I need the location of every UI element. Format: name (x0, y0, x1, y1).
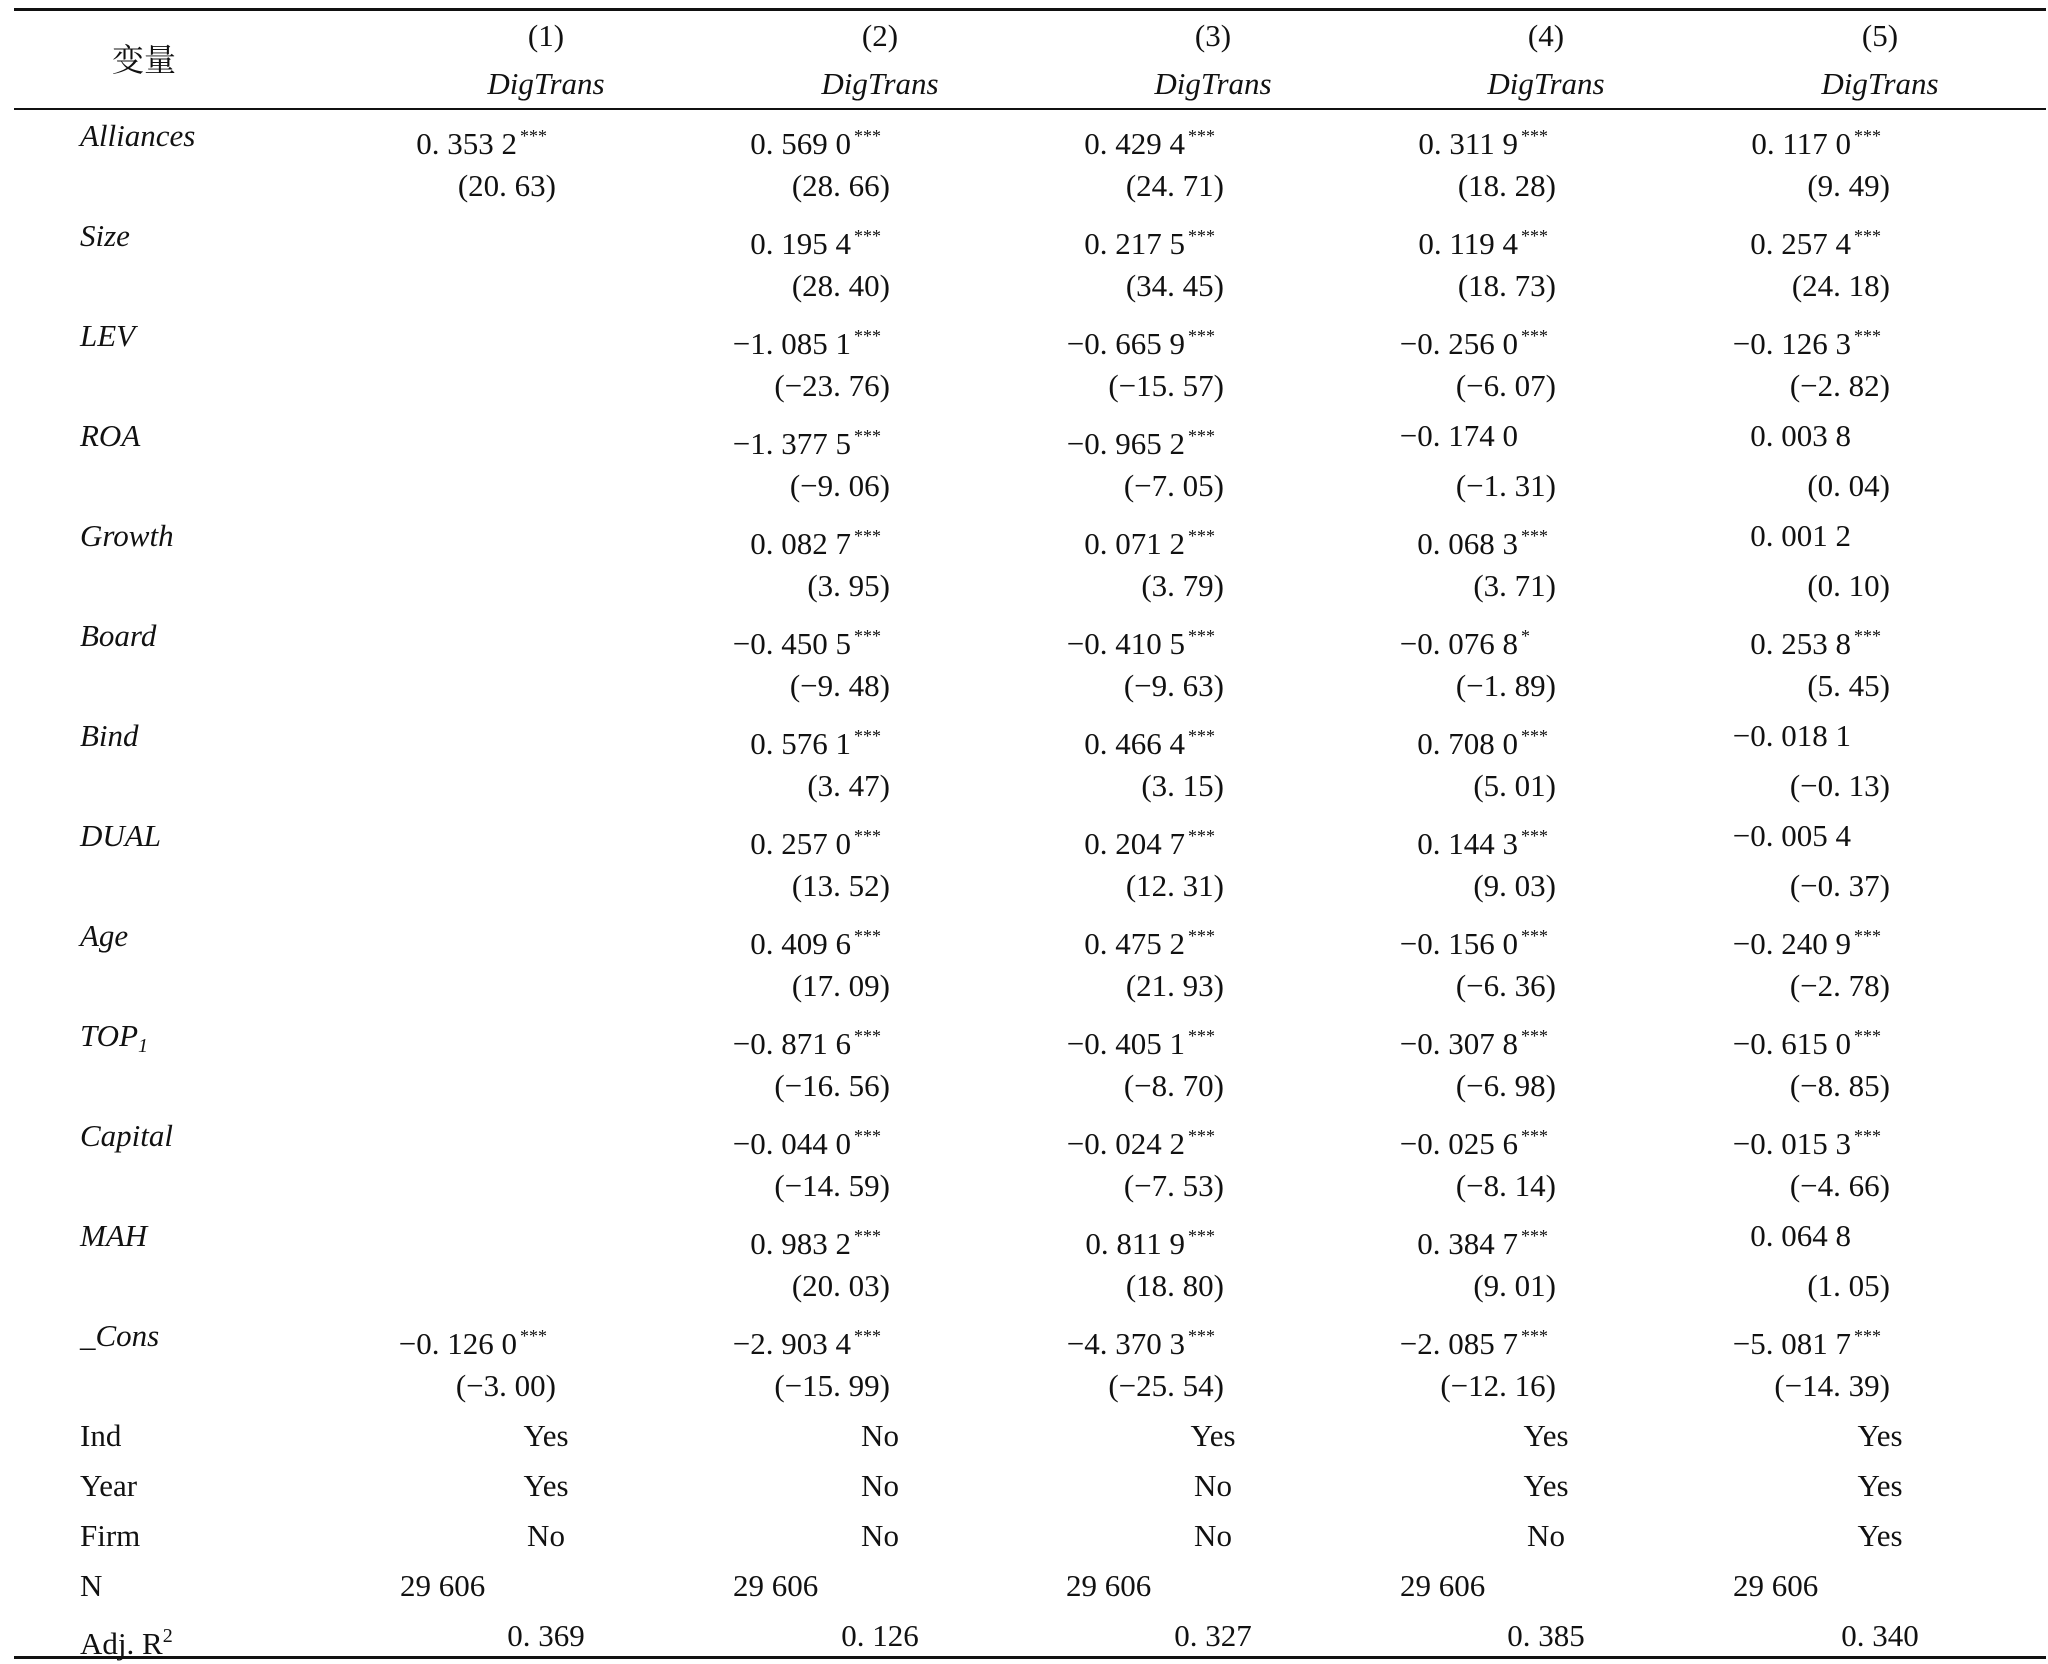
table-bottom-rule (14, 1656, 2046, 1659)
coefficient-cell (1084, 118, 1226, 162)
coefficient-cell (750, 718, 892, 762)
coefficient-cell (1750, 218, 1892, 262)
control-value: No (1194, 1468, 1232, 1503)
coefficient-cell (1733, 1318, 1892, 1362)
t-statistic: (−8. 70) (1123, 1068, 1224, 1103)
variable-name-text: Growth (80, 518, 174, 553)
coefficient-value: 0. 409 6 (750, 926, 851, 961)
coefficient-cell (750, 118, 892, 162)
control-value: No (1527, 1518, 1565, 1553)
significance-stars: *** (1188, 826, 1215, 846)
coefficient-cell (1418, 218, 1559, 262)
t-statistic: (−7. 53) (1123, 1168, 1224, 1203)
variable-header: 变量 (112, 41, 177, 79)
coefficient-cell (1417, 718, 1559, 762)
adj-r2-label (80, 1618, 173, 1662)
coefficient-cell (733, 1118, 892, 1162)
coefficient-value: 0. 195 4 (750, 226, 851, 261)
coefficient-cell (1067, 418, 1226, 462)
coefficient-cell (1750, 1218, 1892, 1254)
coefficient-cell (733, 1318, 892, 1362)
variable-name (80, 1218, 147, 1254)
observations-value: 29 606 (400, 1568, 486, 1603)
coefficient-value: 0. 119 4 (1418, 226, 1518, 261)
significance-stars: *** (854, 1226, 881, 1246)
control-name: Year (80, 1468, 138, 1503)
observations-value: 29 606 (1066, 1568, 1152, 1603)
significance-stars: * (1521, 626, 1530, 646)
variable-name (80, 918, 128, 954)
t-statistic: (−6. 36) (1455, 968, 1556, 1003)
t-statistic: (9. 01) (1473, 1268, 1556, 1303)
coefficient-cell (1400, 918, 1559, 962)
significance-stars: *** (854, 426, 881, 446)
variable-name-text: Bind (80, 718, 139, 753)
control-value: Yes (1523, 1468, 1569, 1503)
coefficient-cell (1067, 318, 1226, 362)
coefficient-cell (1733, 918, 1892, 962)
coefficient-cell (750, 918, 892, 962)
adj-r2-value: 0. 385 (1507, 1618, 1585, 1653)
coefficient-cell (1417, 818, 1559, 862)
coefficient-value: −0. 015 3 (1732, 1126, 1851, 1161)
significance-stars: *** (1521, 1226, 1548, 1246)
coefficient-value: 0. 353 2 (416, 126, 517, 161)
coefficient-value: −0. 615 0 (1732, 1026, 1851, 1061)
variable-name (80, 218, 130, 254)
significance-stars: *** (1854, 1326, 1881, 1346)
coefficient-cell (1400, 1018, 1559, 1062)
coefficient-value: −0. 965 2 (1066, 426, 1185, 461)
significance-stars: *** (1188, 1026, 1215, 1046)
t-statistic: (3. 47) (807, 768, 890, 803)
coefficient-cell (750, 518, 892, 562)
significance-stars: *** (854, 326, 881, 346)
adj-r2-value: 0. 327 (1174, 1618, 1252, 1653)
coefficient-cell (1067, 1118, 1226, 1162)
t-statistic: (−9. 48) (789, 668, 890, 703)
significance-stars: *** (1188, 1226, 1215, 1246)
control-value: No (861, 1518, 899, 1553)
significance-stars: *** (1521, 926, 1548, 946)
control-value: Yes (523, 1468, 569, 1503)
significance-stars: *** (1188, 426, 1215, 446)
variable-name-text: TOP (80, 1018, 139, 1053)
significance-stars: *** (1521, 226, 1548, 246)
t-statistic: (−12. 16) (1440, 1368, 1556, 1403)
significance-stars: *** (854, 726, 881, 746)
significance-stars: *** (1521, 726, 1548, 746)
control-value: No (527, 1518, 565, 1553)
t-statistic: (−14. 39) (1774, 1368, 1890, 1403)
coefficient-value: 0. 811 9 (1085, 1226, 1185, 1261)
coefficient-value: 0. 466 4 (1084, 726, 1185, 761)
coefficient-value: −0. 025 6 (1399, 1126, 1518, 1161)
coefficient-cell (1418, 118, 1559, 162)
adj-r2-label-text: Adj. R (80, 1626, 163, 1661)
column-dependent-var-4: DigTrans (1487, 66, 1605, 101)
significance-stars: *** (1188, 626, 1215, 646)
coefficient-value: 0. 144 3 (1417, 826, 1518, 861)
t-statistic: (28. 40) (791, 268, 890, 303)
coefficient-value: 0. 708 0 (1417, 726, 1518, 761)
coefficient-value: −0. 450 5 (732, 626, 851, 661)
variable-name (80, 418, 140, 454)
significance-stars: *** (1521, 526, 1548, 546)
variable-name-text: Age (80, 918, 129, 953)
coefficient-value: 0. 983 2 (750, 1226, 851, 1261)
t-statistic: (−16. 56) (774, 1068, 890, 1103)
coefficient-cell (1733, 818, 1892, 854)
table-top-rule (14, 8, 2046, 11)
t-statistic: (−7. 05) (1123, 468, 1224, 503)
variable-name (80, 1118, 173, 1154)
variable-name-text: LEV (80, 318, 136, 353)
variable-name-text: _Cons (80, 1318, 160, 1353)
t-statistic: (18. 80) (1125, 1268, 1224, 1303)
t-statistic: (12. 31) (1125, 868, 1224, 903)
t-statistic: (3. 71) (1473, 568, 1556, 603)
significance-stars: *** (1188, 1126, 1215, 1146)
variable-name-text: Alliances (80, 118, 196, 153)
t-statistic: (3. 15) (1141, 768, 1224, 803)
coefficient-cell (1733, 718, 1892, 754)
coefficient-value: −2. 085 7 (1399, 1326, 1518, 1361)
coefficient-value: −0. 126 0 (398, 1326, 517, 1361)
coefficient-cell (733, 618, 892, 662)
coefficient-value: 0. 217 5 (1084, 226, 1185, 261)
t-statistic: (−6. 98) (1455, 1068, 1556, 1103)
coefficient-cell (1751, 118, 1892, 162)
significance-stars: *** (1521, 1326, 1548, 1346)
variable-name (80, 1018, 148, 1064)
variable-name (80, 618, 156, 654)
coefficient-cell (733, 418, 892, 462)
significance-stars: *** (854, 226, 881, 246)
coefficient-value: −1. 085 1 (732, 326, 851, 361)
coefficient-value: 0. 384 7 (1417, 1226, 1518, 1261)
column-number-4: (4) (1527, 18, 1565, 53)
coefficient-value: 0. 257 0 (750, 826, 851, 861)
observations-value: 29 606 (733, 1568, 819, 1603)
coefficient-value: −0. 871 6 (732, 1026, 851, 1061)
variable-name (80, 518, 174, 554)
coefficient-cell (1067, 1018, 1226, 1062)
t-statistic: (−0. 13) (1789, 768, 1890, 803)
coefficient-cell (1417, 518, 1559, 562)
significance-stars: *** (1188, 126, 1215, 146)
coefficient-value: −0. 240 9 (1732, 926, 1851, 961)
significance-stars: *** (854, 1126, 881, 1146)
significance-stars: *** (520, 1326, 547, 1346)
control-value: Yes (1523, 1418, 1569, 1453)
coefficient-value: −0. 156 0 (1399, 926, 1518, 961)
significance-stars: *** (854, 526, 881, 546)
significance-stars: *** (854, 826, 881, 846)
control-value: No (861, 1468, 899, 1503)
coefficient-value: 0. 068 3 (1417, 526, 1518, 561)
adj-r2-superscript: 2 (162, 1625, 173, 1647)
t-statistic: (28. 66) (791, 168, 890, 203)
control-value: Yes (1857, 1518, 1903, 1553)
significance-stars: *** (854, 126, 881, 146)
t-statistic: (−23. 76) (774, 368, 890, 403)
coefficient-value: 0. 003 8 (1750, 418, 1851, 453)
control-value: Yes (523, 1418, 569, 1453)
coefficient-cell (1400, 1318, 1559, 1362)
t-statistic: (−0. 37) (1789, 868, 1890, 903)
significance-stars: *** (1854, 226, 1881, 246)
coefficient-value: −0. 005 4 (1732, 818, 1851, 853)
significance-stars: *** (1188, 726, 1215, 746)
coefficient-cell (1750, 618, 1892, 662)
coefficient-value: −0. 410 5 (1066, 626, 1185, 661)
coefficient-value: 0. 253 8 (1750, 626, 1851, 661)
coefficient-cell (1750, 518, 1892, 554)
significance-stars: *** (1188, 226, 1215, 246)
variable-name (80, 818, 161, 854)
coefficient-cell (1400, 1118, 1559, 1162)
variable-name-text: Size (80, 218, 130, 253)
coefficient-cell (1733, 1018, 1892, 1062)
coefficient-value: 0. 257 4 (1750, 226, 1851, 261)
coefficient-value: −0. 665 9 (1066, 326, 1185, 361)
control-value: Yes (1190, 1418, 1236, 1453)
significance-stars: *** (1854, 1126, 1881, 1146)
coefficient-value: 0. 576 1 (750, 726, 851, 761)
coefficient-cell (1733, 318, 1892, 362)
coefficient-cell (750, 218, 892, 262)
coefficient-value: −4. 370 3 (1066, 1326, 1185, 1361)
t-statistic: (−2. 78) (1789, 968, 1890, 1003)
t-statistic: (5. 01) (1473, 768, 1556, 803)
t-statistic: (3. 79) (1141, 568, 1224, 603)
t-statistic: (−25. 54) (1108, 1368, 1224, 1403)
control-value: Yes (1857, 1418, 1903, 1453)
coefficient-cell (1067, 1318, 1226, 1362)
t-statistic: (24. 18) (1791, 268, 1890, 303)
coefficient-cell (1417, 1218, 1559, 1262)
t-statistic: (−3. 00) (455, 1368, 556, 1403)
column-dependent-var-5: DigTrans (1821, 66, 1939, 101)
variable-name-text: ROA (80, 418, 141, 453)
variable-name-text: DUAL (80, 818, 161, 853)
significance-stars: *** (854, 626, 881, 646)
significance-stars: *** (1188, 526, 1215, 546)
coefficient-value: 0. 064 8 (1750, 1218, 1851, 1253)
t-statistic: (−1. 89) (1455, 668, 1556, 703)
t-statistic: (18. 28) (1457, 168, 1556, 203)
coefficient-cell (1400, 318, 1559, 362)
coefficient-value: −0. 018 1 (1732, 718, 1851, 753)
coefficient-value: −1. 377 5 (732, 426, 851, 461)
column-number-3: (3) (1194, 18, 1232, 53)
observations-value: 29 606 (1733, 1568, 1819, 1603)
t-statistic: (−9. 06) (789, 468, 890, 503)
column-dependent-var-3: DigTrans (1154, 66, 1272, 101)
column-dependent-var-1: DigTrans (487, 66, 605, 101)
coefficient-value: −0. 307 8 (1399, 1026, 1518, 1061)
coefficient-value: −0. 174 0 (1399, 418, 1518, 453)
coefficient-cell (1084, 218, 1226, 262)
adj-r2-value: 0. 340 (1841, 1618, 1919, 1653)
coefficient-cell (733, 1018, 892, 1062)
t-statistic: (5. 45) (1807, 668, 1890, 703)
coefficient-value: −0. 076 8 (1399, 626, 1518, 661)
coefficient-value: 0. 204 7 (1084, 826, 1185, 861)
significance-stars: *** (1188, 926, 1215, 946)
column-number-2: (2) (861, 18, 899, 53)
variable-name-text: MAH (80, 1218, 148, 1253)
control-name: Ind (80, 1418, 122, 1453)
significance-stars: *** (1854, 1026, 1881, 1046)
coefficient-value: 0. 569 0 (750, 126, 851, 161)
coefficient-cell (750, 1218, 892, 1262)
coefficient-cell (416, 118, 558, 162)
coefficient-cell (1084, 518, 1226, 562)
control-value: No (861, 1418, 899, 1453)
table-header-rule (14, 108, 2046, 110)
significance-stars: *** (1521, 326, 1548, 346)
coefficient-value: −2. 903 4 (732, 1326, 851, 1361)
coefficient-value: −5. 081 7 (1732, 1326, 1851, 1361)
variable-name (80, 318, 135, 354)
observations-value: 29 606 (1400, 1568, 1486, 1603)
variable-name-text: Board (80, 618, 157, 653)
t-statistic: (−8. 85) (1789, 1068, 1890, 1103)
coefficient-value: 0. 082 7 (750, 526, 851, 561)
t-statistic: (0. 04) (1807, 468, 1890, 503)
t-statistic: (34. 45) (1125, 268, 1224, 303)
t-statistic: (13. 52) (791, 868, 890, 903)
coefficient-cell (750, 818, 892, 862)
significance-stars: *** (1854, 626, 1881, 646)
significance-stars: *** (1188, 1326, 1215, 1346)
coefficient-value: −0. 405 1 (1066, 1026, 1185, 1061)
significance-stars: *** (1188, 326, 1215, 346)
coefficient-cell (399, 1318, 558, 1362)
coefficient-value: −0. 044 0 (732, 1126, 851, 1161)
coefficient-value: 0. 311 9 (1418, 126, 1518, 161)
significance-stars: *** (1854, 126, 1881, 146)
t-statistic: (0. 10) (1807, 568, 1890, 603)
t-statistic: (21. 93) (1125, 968, 1224, 1003)
variable-subscript: 1 (138, 1035, 149, 1057)
coefficient-cell (733, 318, 892, 362)
control-value: Yes (1857, 1468, 1903, 1503)
coefficient-value: −0. 024 2 (1066, 1126, 1185, 1161)
coefficient-value: −0. 256 0 (1399, 326, 1518, 361)
t-statistic: (−1. 31) (1455, 468, 1556, 503)
coefficient-value: 0. 001 2 (1750, 518, 1851, 553)
significance-stars: *** (854, 926, 881, 946)
t-statistic: (−4. 66) (1789, 1168, 1890, 1203)
t-statistic: (−15. 57) (1108, 368, 1224, 403)
adj-r2-value: 0. 126 (841, 1618, 919, 1653)
t-statistic: (1. 05) (1807, 1268, 1890, 1303)
t-statistic: (−15. 99) (774, 1368, 890, 1403)
significance-stars: *** (1854, 926, 1881, 946)
t-statistic: (9. 03) (1473, 868, 1556, 903)
control-name: Firm (80, 1518, 141, 1553)
coefficient-cell (1750, 418, 1892, 454)
coefficient-value: 0. 117 0 (1751, 126, 1851, 161)
t-statistic: (−6. 07) (1455, 368, 1556, 403)
t-statistic: (20. 63) (457, 168, 556, 203)
coefficient-cell (1733, 1118, 1892, 1162)
t-statistic: (3. 95) (807, 568, 890, 603)
significance-stars: *** (520, 126, 547, 146)
significance-stars: *** (1854, 326, 1881, 346)
significance-stars: *** (1521, 1026, 1548, 1046)
coefficient-value: −0. 126 3 (1732, 326, 1851, 361)
significance-stars: *** (1521, 1126, 1548, 1146)
significance-stars: *** (854, 1326, 881, 1346)
coefficient-cell (1400, 418, 1559, 454)
coefficient-cell (1067, 618, 1226, 662)
column-dependent-var-2: DigTrans (821, 66, 939, 101)
t-statistic: (9. 49) (1807, 168, 1890, 203)
column-number-1: (1) (527, 18, 565, 53)
control-value: No (1194, 1518, 1232, 1553)
coefficient-cell (1084, 818, 1226, 862)
t-statistic: (−14. 59) (774, 1168, 890, 1203)
coefficient-cell (1085, 1218, 1226, 1262)
significance-stars: *** (1521, 126, 1548, 146)
t-statistic: (−8. 14) (1455, 1168, 1556, 1203)
variable-name (80, 1318, 159, 1354)
variable-name (80, 118, 195, 154)
significance-stars: *** (854, 1026, 881, 1046)
coefficient-value: 0. 071 2 (1084, 526, 1185, 561)
coefficient-cell (1084, 918, 1226, 962)
coefficient-value: 0. 429 4 (1084, 126, 1185, 161)
column-number-5: (5) (1861, 18, 1899, 53)
t-statistic: (−9. 63) (1123, 668, 1224, 703)
t-statistic: (24. 71) (1125, 168, 1224, 203)
t-statistic: (17. 09) (791, 968, 890, 1003)
coefficient-cell (1084, 718, 1226, 762)
coefficient-value: 0. 475 2 (1084, 926, 1185, 961)
t-statistic: (18. 73) (1457, 268, 1556, 303)
variable-name (80, 718, 139, 754)
t-statistic: (−2. 82) (1789, 368, 1890, 403)
significance-stars: *** (1521, 826, 1548, 846)
adj-r2-value: 0. 369 (507, 1618, 585, 1653)
variable-name-text: Capital (80, 1118, 174, 1153)
coefficient-cell (1400, 618, 1559, 662)
t-statistic: (20. 03) (791, 1268, 890, 1303)
observations-label: N (80, 1568, 103, 1603)
